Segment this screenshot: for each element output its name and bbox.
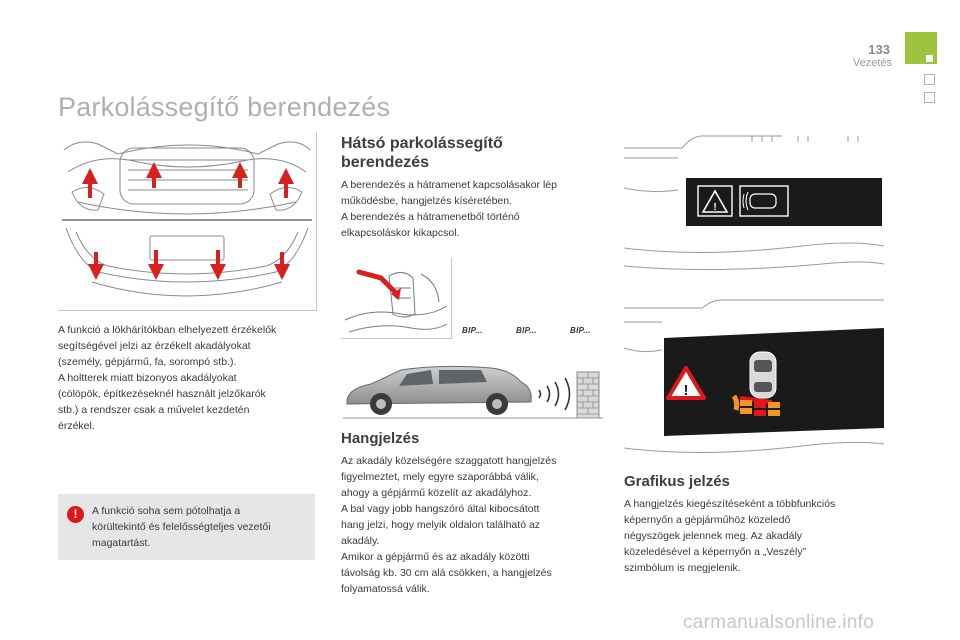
screen-warning-drawing: [622, 128, 884, 278]
text-line: magatartást.: [92, 537, 151, 549]
text-line: képernyőn a gépjárműhöz közeledő: [624, 514, 791, 526]
text-line: (személy, gépjármű, fa, sorompó stb.).: [58, 356, 237, 368]
text-line: Az akadály közelségére szaggatott hangjelzés: [341, 455, 557, 467]
text-line: A holtterek miatt bizonyos akadályokat: [58, 372, 237, 384]
sound-signal-text: [341, 453, 603, 597]
car-obstacle-illustration: [341, 362, 603, 420]
page-title: Parkolássegítő berendezés: [58, 92, 391, 122]
exclamation-icon: !: [67, 506, 84, 523]
screen-graphic-illustration: [622, 298, 884, 463]
text-line: A hangjelzés kiegészítéseként a többfunkciós: [624, 498, 836, 510]
text-line: A berendezés a hátramenet kapcsolásakor lép: [341, 179, 557, 191]
screen-warning-illustration: [622, 128, 884, 278]
text-line: ahogy a gépjármű közelít az akadályhoz.: [341, 487, 532, 499]
watermark: carmanualsonline.info: [683, 612, 875, 633]
rear-assist-heading: [341, 134, 601, 172]
text-line: körültekintő és felelősségteljes vezetői: [92, 521, 271, 533]
page-number: 133: [868, 42, 890, 57]
text-line: közeledésével a képernyőn a „Veszély”: [624, 546, 807, 558]
bumper-sensors-illustration: [58, 132, 317, 311]
graphic-signal-heading: Grafikus jelzés: [624, 473, 730, 490]
text-line: szimbólum is megjelenik.: [624, 562, 741, 574]
text-line: stb.) a rendszer csak a művelet kezdetén: [58, 404, 250, 416]
text-line: A berendezés a hátramenetből történő: [341, 211, 520, 223]
heading-line: berendezés: [341, 154, 430, 171]
text-line: akadály.: [341, 535, 380, 547]
warning-text: [92, 503, 307, 551]
svg-text:!: !: [713, 202, 717, 213]
text-line: folyamatossá válik.: [341, 583, 430, 595]
text-line: A bal vagy jobb hangszóró által kibocsátott: [341, 503, 540, 515]
text-line: (cölöpök, építkezéseknél használt jelzőkarók: [58, 388, 266, 400]
text-line: Amikor a gépjármű és az akadály közötti: [341, 551, 530, 563]
car-obstacle-drawing: [341, 362, 603, 420]
chapter-box-icon: [924, 92, 935, 103]
text-line: működésbe, hangjelzés kíséretében.: [341, 195, 513, 207]
heading-line: Hátsó parkolássegítő: [341, 135, 503, 152]
text-line: távolság kb. 30 cm alá csökken, a hangjelzés: [341, 567, 552, 579]
reverse-gear-illustration: [341, 258, 452, 339]
warning-note: [58, 494, 315, 560]
text-line: négyszögek jelennek meg. Az akadály: [624, 530, 803, 542]
reverse-gear-drawing: [341, 258, 451, 338]
screen-graphic-drawing: [622, 298, 884, 463]
chapter-tab-marker: [926, 55, 933, 62]
chapter-box-icon: [924, 74, 935, 85]
rear-assist-text: [341, 177, 603, 241]
text-line: figyelmeztet, mely egyre szaporábbá válik,: [341, 471, 539, 483]
sound-signal-heading: Hangjelzés: [341, 430, 420, 447]
text-line: segítségével jelzi az érzékelt akadályokat: [58, 340, 251, 352]
intro-text: [58, 322, 320, 434]
text-line: A funkció a lökhárítókban elhelyezett érzékelők: [58, 324, 277, 336]
bip-label: BIP...: [516, 326, 537, 335]
section-label: Vezetés: [852, 57, 892, 69]
bumper-sensors-drawing: [58, 132, 316, 310]
chapter-tab: [905, 32, 937, 64]
text-line: elkapcsoláskor kikapcsol.: [341, 227, 460, 239]
graphic-signal-text: [624, 496, 894, 576]
text-line: hang jelzi, hogy melyik oldalon található az: [341, 519, 541, 531]
text-line: A funkció soha sem pótolhatja a: [92, 505, 241, 517]
bip-label: BIP...: [570, 326, 591, 335]
svg-text:!: !: [683, 382, 689, 399]
bip-label: BIP...: [462, 326, 483, 335]
text-line: érzékel.: [58, 420, 95, 432]
